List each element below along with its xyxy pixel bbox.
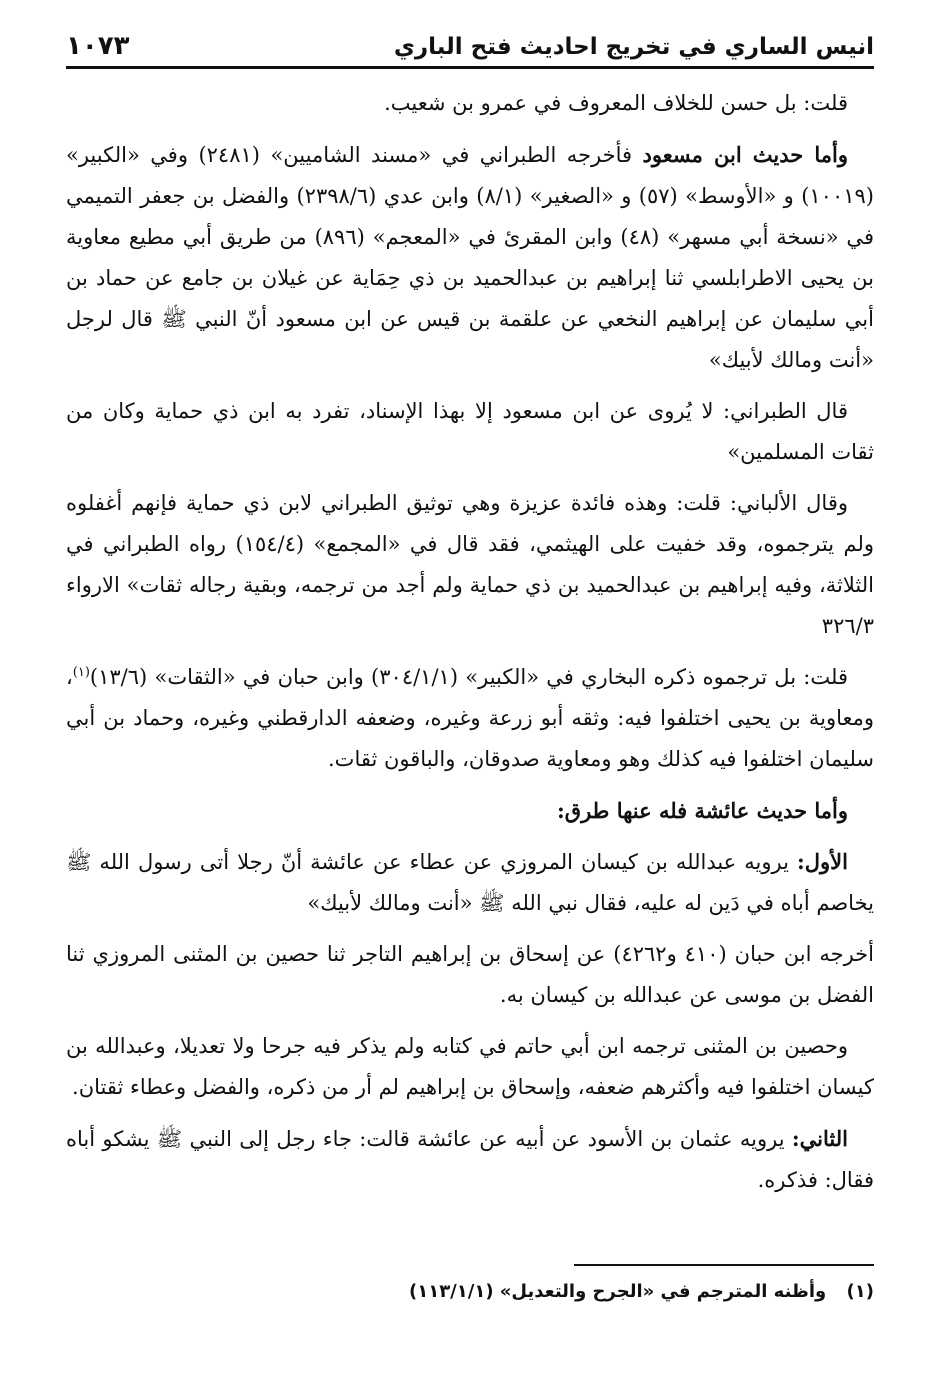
footnote-reference[interactable]: (١) bbox=[72, 665, 90, 680]
paragraph-text: وحصين بن المثنى ترجمه ابن أبي حاتم في كتابه ولم يذكر فيه جرحا ولا تعديلا، وعبدالله بن كيسان اختلفوا فيه وأكثرهم ضعفه، وإسحاق بن إبراهيم لم أر من ذكره، والفضل وعطاء ثقتان. bbox=[66, 1034, 874, 1099]
paragraph-10 bbox=[66, 1118, 874, 1201]
footnote-separator bbox=[574, 1264, 874, 1266]
page-header bbox=[66, 26, 874, 69]
paragraph-2 bbox=[66, 134, 874, 381]
paragraph-text: أخرجه ابن حبان (٤١٠ و٤٢٦٢) عن إسحاق بن إبراهيم التاجر ثنا حصين بن المثنى المروزي ثنا الفضل بن موسى عن عبدالله بن كيسان به. bbox=[66, 942, 874, 1007]
paragraph-text: وقال الألباني: قلت: وهذه فائدة عزيزة وهي توثيق الطبراني لابن ذي حماية فإنهم أغفلوه ولم يترجموه، وقد خفيت على الهيثمي، فقد قال في «المجمع» (١٥٤/٤) رواه الطبراني في الثلاثة، وفيه إبراهيم بن عبدالحميد بن ذي حماية ولم أجد من ترجمه، وبقية رجاله ثقات» الارواء ٣٢٦/٣ bbox=[66, 491, 874, 638]
running-title: انيس الساري في تخريج احاديث فتح الباري bbox=[393, 34, 874, 61]
paragraph-text: يرويه عثمان بن الأسود عن أبيه عن عائشة قالت: جاء رجل إلى النبي ﷺ يشكو أباه فقال: فذكره. bbox=[66, 1127, 874, 1192]
paragraph-8 bbox=[66, 934, 874, 1016]
paragraph-lead: وأما حديث ابن مسعود bbox=[642, 142, 848, 167]
page-number: ١٠٧٣ bbox=[66, 30, 130, 61]
book-page bbox=[66, 26, 874, 1366]
paragraph-text: قلت: بل حسن للخلاف المعروف في عمرو بن شعيب. bbox=[384, 91, 848, 115]
paragraph-text: يرويه عبدالله بن كيسان المروزي عن عطاء عن عائشة أنّ رجلا أتى رسول الله ﷺ يخاصم أباه في دَين له عليه، فقال نبي الله ﷺ «أنت ومالك لأبيك» bbox=[66, 850, 874, 915]
paragraph-7 bbox=[66, 841, 874, 924]
paragraph-lead: الثاني: bbox=[791, 1126, 848, 1151]
paragraph-1 bbox=[66, 83, 874, 124]
paragraph-9 bbox=[66, 1026, 874, 1108]
body-text bbox=[66, 83, 874, 1201]
paragraph-3 bbox=[66, 391, 874, 473]
paragraph-text: فأخرجه الطبراني في «مسند الشاميين» (٢٤٨١) وفي «الكبير» (١٠٠١٩) و «الأوسط» (٥٧) و «الصغير» (٨/١) وابن عدي (٢٣٩٨/٦) والفضل بن جعفر التميمي في «نسخة أبي مسهر» (٤٨) وابن المقرئ في «المعجم» (٨٩٦) من طريق أبي مطيع معاوية بن يحيى الاطرابلسي ثنا إبراهيم بن عبدالحميد بن ذي حِمَاية عن غيلان بن جامع عن حماد بن أبي سليمان عن إبراهيم النخعي عن علقمة بن قيس عن ابن مسعود أنّ النبي ﷺ قال لرجل «أنت ومالك لأبيك» bbox=[66, 143, 874, 372]
paragraph-text: قلت: بل ترجموه ذكره البخاري في «الكبير» (٣٠٤/١/١) وابن حبان في «الثقات» (١٣/٦) bbox=[89, 665, 848, 689]
paragraph-6 bbox=[66, 790, 874, 831]
paragraph-lead: الأول: bbox=[797, 849, 848, 874]
paragraph-5 bbox=[66, 657, 874, 780]
footnote-mark: (١) bbox=[846, 1281, 874, 1302]
paragraph-text-continued: ، ومعاوية بن يحيى اختلفوا فيه: وثقه أبو زرعة وغيره، وضعفه الدارقطني وغيره، وحماد بن أبي سليمان اختلفوا فيه كذلك وهو ومعاوية صدوقان، والباقون ثقات. bbox=[66, 665, 874, 771]
section-heading: وأما حديث عائشة فله عنها طرق: bbox=[557, 798, 848, 823]
footnote bbox=[66, 1278, 874, 1306]
paragraph-4 bbox=[66, 483, 874, 647]
footnote-text: وأظنه المترجم في «الجرح والتعديل» (١١٣/١/١) bbox=[408, 1281, 827, 1302]
paragraph-text: قال الطبراني: لا يُروى عن ابن مسعود إلا بهذا الإسناد، تفرد به ابن ذي حماية وكان من ثقات المسلمين» bbox=[66, 399, 874, 464]
